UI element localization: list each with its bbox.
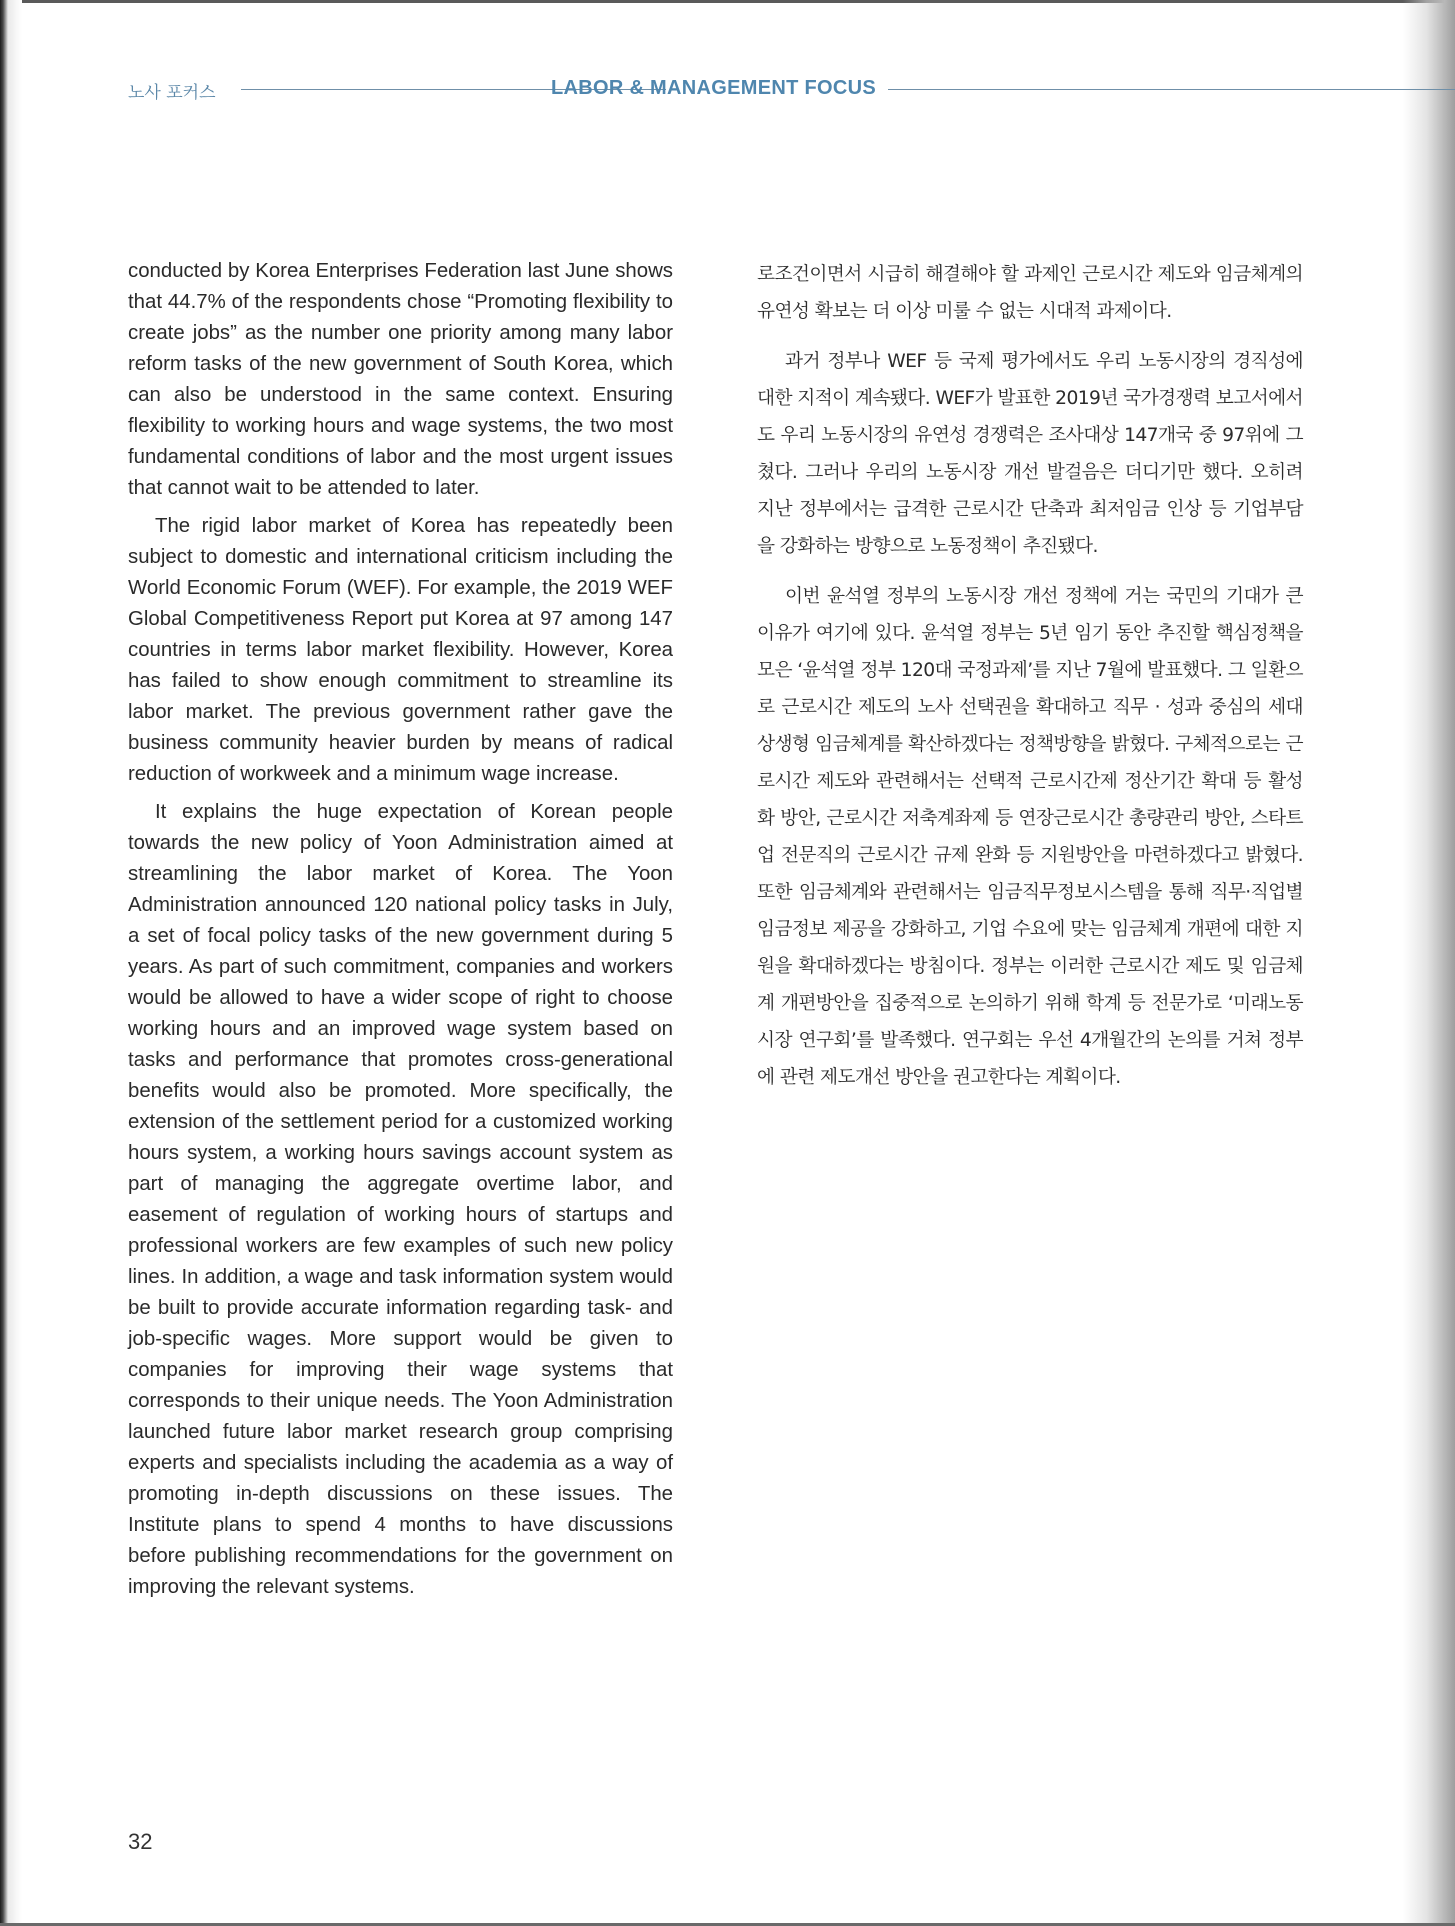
korean-paragraph: 이번 윤석열 정부의 노동시장 개선 정책에 거는 국민의 기대가 큰 이유가 여기에 있다. 윤석열 정부는 5년 임기 동안 추진할 핵심정책을 모은 ‘윤석열 정부 120대 국정과제’를 지난 7월에 발표했다. 그 일환으로 근로시간 제도의 노사 선택권을 확대하고 직무 · 성과 중심의 세대상생형 임금체계를 확산하겠다는 정책방향을 밝혔다. 구체적으로는 근로시간 제도와 관련해서는 선택적 근로시간제 정산기간 확대 등 활성화 방안, 근로시간 저축계좌제 등 연장근로시간 총량관리 방안, 스타트업 전문직의 근로시간 규제 완화 등 지원방안을 마련하겠다고 밝혔다. 또한 임금체계와 관련해서는 임금직무정보시스템을 통해 직무·직업별 임금정보 제공을 강화하고, 기업 수요에 맞는 임금체계 개편에 대한 지원을 확대하겠다는 방침이다. 정부는 이러한 근로시간 제도 및 임금체계 개편방안을 집중적으로 논의하기 위해 학계 등 전문가로 ‘미래노동시장 연구회’를 발족했다. 연구회는 우선 4개월간의 논의를 거쳐 정부에 관련 제도개선 방안을 권고한다는 계획이다. bbox=[757, 586, 1303, 1088]
english-text-column bbox=[128, 256, 673, 1610]
korean-text-column bbox=[757, 256, 1303, 1109]
english-paragraph: It explains the huge expectation of Korean people towards the new policy of Yoon Administration aimed at streamlining the labor market of Korea. The Yoon Administration announced 120 national policy tasks in July, a set of focal policy tasks of the new government during 5 years. As part of such commitment, companies and workers would be allowed to have a wider scope of right to choose working hours and an improved wage system based on tasks and performance that promotes cross-generational benefits would also be promoted. More specifically, the extension of the settlement period for a customized working hours system, a working hours savings account system as part of managing the aggregate overtime labor, and easement of regulation of working hours of startups and professional workers are few examples of such new policy lines. In addition, a wage and task information system would be built to provide accurate information regarding task- and job-specific wages. More support would be given to companies for improving their wage systems that corresponds to their unique needs. The Yoon Administration launched future labor market research group comprising experts and specialists including the academia as a way of promoting in-depth discussions on these issues. The Institute plans to spend 4 months to have discussions before publishing recommendations for the government on improving the relevant systems. bbox=[128, 801, 673, 1598]
header-rule-right bbox=[888, 89, 1455, 90]
page-top-edge bbox=[0, 0, 1455, 3]
english-paragraph: conducted by Korea Enterprises Federation last June shows that 44.7% of the respondents chose “Promoting flexibility to create jobs” as the number one priority among many labor reform tasks of the new government of South Korea, which can also be understood in the same context. Ensuring flexibility to working hours and wage systems, the two most fundamental conditions of labor and the most urgent issues that cannot wait to be attended to later. bbox=[128, 260, 673, 499]
korean-paragraph: 과거 정부나 WEF 등 국제 평가에서도 우리 노동시장의 경직성에 대한 지적이 계속됐다. WEF가 발표한 2019년 국가경쟁력 보고서에서도 우리 노동시장의 유연성 경쟁력은 조사대상 147개국 중 97위에 그쳤다. 그러나 우리의 노동시장 개선 발걸음은 더디기만 했다. 오히려 지난 정부에서는 급격한 근로시간 단축과 최저임금 인상 등 기업부담을 강화하는 방향으로 노동정책이 추진됐다. bbox=[757, 351, 1303, 557]
header-section-english: LABOR & MANAGEMENT FOCUS bbox=[551, 77, 876, 99]
running-header bbox=[128, 76, 1455, 102]
page-curl-shadow bbox=[1403, 0, 1455, 1926]
binding-shadow bbox=[0, 0, 22, 1926]
english-paragraph: The rigid labor market of Korea has repeatedly been subject to domestic and international criticism including the World Economic Forum (WEF). For example, the 2019 WEF Global Competitiveness Report put Korea at 97 among 147 countries in terms labor market flexibility. However, Korea has failed to show enough commitment to streamline its labor market. The previous government rather gave the business community heavier burden by means of radical reduction of workweek and a minimum wage increase. bbox=[128, 515, 673, 785]
page-number: 32 bbox=[128, 1829, 153, 1854]
korean-paragraph: 로조건이면서 시급히 해결해야 할 과제인 근로시간 제도와 임금체계의 유연성 확보는 더 이상 미룰 수 없는 시대적 과제이다. bbox=[757, 264, 1303, 322]
header-section-korean: 노사 포커스 bbox=[128, 83, 216, 103]
